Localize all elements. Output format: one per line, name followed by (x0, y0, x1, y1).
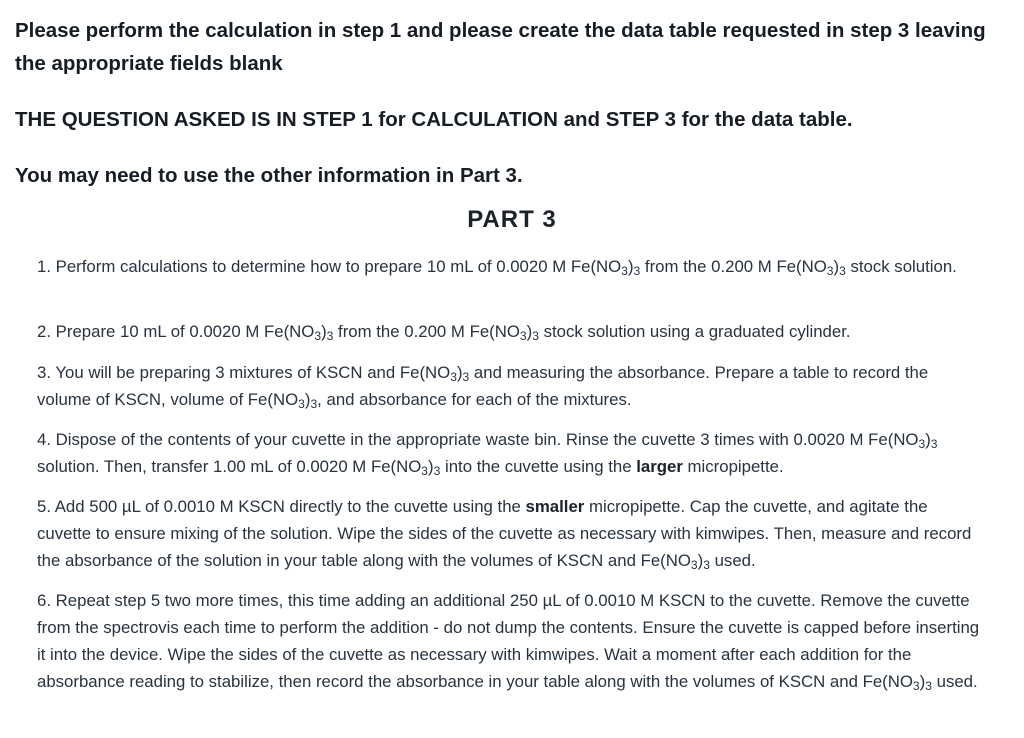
instruction-calculation-table: Please perform the calculation in step 1 and please create the data table requested in step 3 leaving the appropriate fields blank (15, 19, 986, 75)
step-6: 6. Repeat step 5 two more times, this time adding an additional 250 µL of 0.0010 M KSCN to the cuvette. Remove the cuvette from the spectrovis each time to perform the addition - do not dump the contents. Ensure the cuvette is capped before inserting it into the device. Wipe the sides of the cuvette as necessary with kimwipes. Wait a moment after each addition for the absorbance reading to stabilize, then record the absorbance in your table along with the volumes of KSCN and $Fe(NO_3)_3$ used. (37, 591, 980, 694)
step-5: 5. Add 500 µL of 0.0010 M KSCN directly to the cuvette using the smaller micropipette. Cap the cuvette, and agitate the cuvette to ensure mixing of the solution. Wipe the sides of the cuvette as necessary with kimwipes. Then, measure and record the absorbance of the solution in your table along with the volumes of KSCN and $Fe(NO_3)_3$ used. (37, 497, 972, 573)
chem-formula: $Fe(NO_3)_3$ (868, 430, 938, 452)
chem-formula: $Fe(NO_3)_3$ (370, 457, 441, 479)
step-2: 2. Prepare 10 mL of 0.0020 M $Fe(NO_3)_3$ from the 0.200 M $Fe(NO_3)_3$ stock solution using a graduated cylinder. (37, 322, 851, 344)
part-title: PART 3 (467, 206, 557, 233)
step-1: 1. Perform calculations to determine how to prepare 10 mL of 0.0020 M $Fe(NO_3)_3$ from the 0.200 M $Fe(NO_3)_3$ stock solution. (37, 257, 957, 279)
chem-formula: $Fe(NO_3)_3$ (469, 322, 539, 344)
instruction-other-information: You may need to use the other information in Part 3. (15, 164, 523, 187)
chem-formula: $Fe(NO_3)_3$ (399, 363, 470, 385)
chem-formula: $Fe(NO_3)_3$ (570, 257, 641, 279)
chem-formula: $Fe(NO_3)_3$ (776, 257, 846, 279)
emphasis-smaller: smaller (525, 497, 585, 516)
chem-formula: $Fe(NO_3)_3$ (640, 551, 710, 573)
emphasis-larger: larger (636, 457, 683, 476)
step-4: 4. Dispose of the contents of your cuvette in the appropriate waste bin. Rinse the cuvette 3 times with 0.0020 M $Fe(NO_3)_3$ solution. Then, transfer 1.00 mL of 0.0020 M $Fe(NO_3)_3$ into the cuvette using the larger micropipette. (37, 430, 938, 479)
chem-formula: $Fe(NO_3)_3$ (862, 672, 932, 694)
step-3: 3. You will be preparing 3 mixtures of KSCN and $Fe(NO_3)_3$ and measuring the absorbance. Prepare a table to record the volume of KSCN, volume of $Fe(NO_3)_3$, and absorbance for each of the mixtures. (37, 363, 929, 412)
chem-formula: $Fe(NO_3)_3$ (264, 322, 334, 344)
chem-formula: $Fe(NO_3)_3$ (247, 390, 318, 412)
instruction-question-location: THE QUESTION ASKED IS IN STEP 1 for CALCULATION and STEP 3 for the data table. (15, 108, 853, 131)
